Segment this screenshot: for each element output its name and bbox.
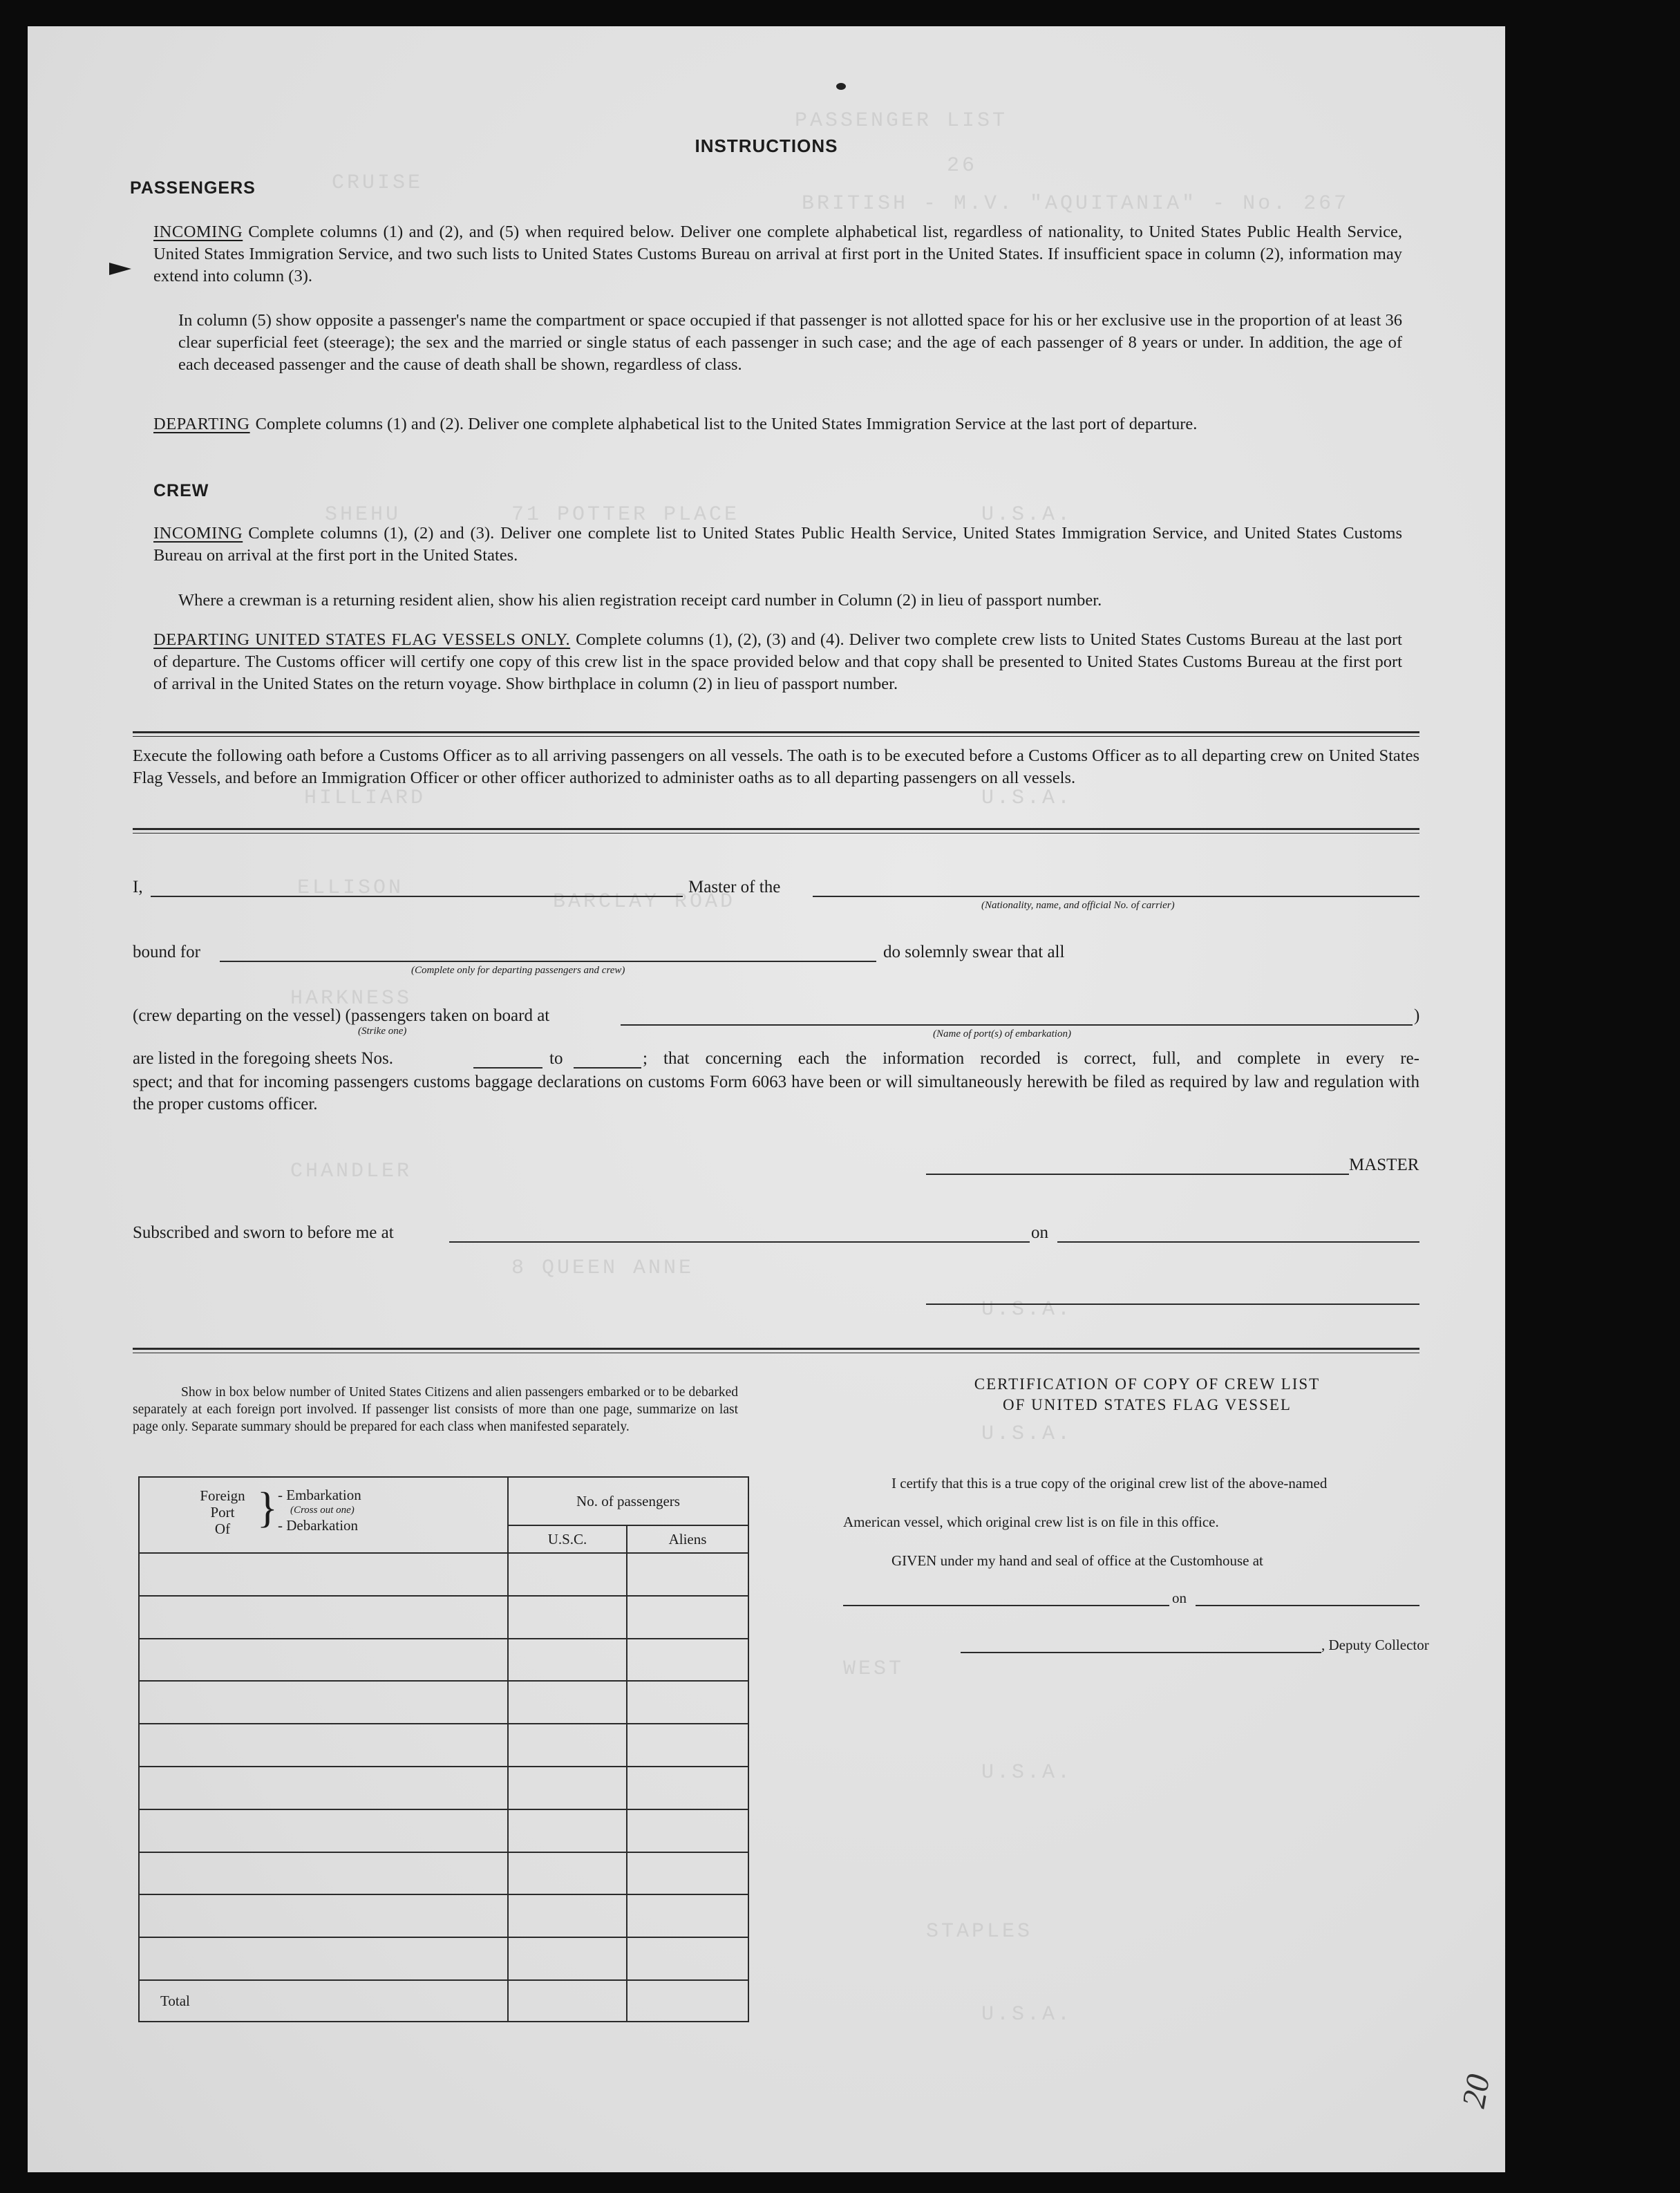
sheets-label: are listed in the foregoing sheets Nos. (133, 1049, 393, 1068)
bleed-through-text: BRITISH - M.V. "AQUITANIA" - No. 267 (802, 192, 1350, 216)
sworn-place-field[interactable] (449, 1241, 1030, 1243)
aliens-header: Aliens (627, 1525, 748, 1553)
master-label: MASTER (1349, 1156, 1419, 1174)
bleed-through-text: CRUISE (332, 171, 424, 195)
table-row[interactable] (139, 1809, 748, 1852)
total-row[interactable] (139, 1980, 748, 2022)
of-label: Of (214, 1521, 231, 1537)
bleed-through-text: U.S.A. (981, 1422, 1073, 1446)
deputy-collector-label: , Deputy Collector (1321, 1637, 1429, 1653)
crew-departing-text: Complete columns (1), (2), (3) and (4). Deliver two complete crew lists to United States Customs Bureau at the last port of departure. The Customs officer will certify one copy of this crew list in the space provided below and that copy shall be presented to United States Customs Bureau at the first port of arrival in the United States on the return voyage. Show birthplace in column (2) in lieu of passport number. (153, 630, 1402, 693)
bleed-through-text: U.S.A. (981, 503, 1073, 527)
sheet-to-field[interactable] (574, 1067, 641, 1069)
passengers-departing-label: DEPARTING (153, 415, 250, 433)
bleed-through-text: HILLIARD (304, 787, 426, 810)
bleed-through-text: STAPLES (926, 1920, 1033, 1943)
master-of-label: Master of the (688, 878, 781, 896)
table-row[interactable] (139, 1937, 748, 1980)
passengers-departing-paragraph (153, 413, 1402, 435)
document-page (28, 26, 1505, 2172)
certification-heading-line1: CERTIFICATION OF COPY OF CREW LIST (974, 1375, 1321, 1393)
cert-on-label: on (1172, 1590, 1187, 1606)
bleed-through-text: 26 (947, 154, 978, 178)
officer-signature-field[interactable] (926, 1303, 1419, 1305)
crew-passengers-label: (crew departing on the vessel) (passengers taken on board at (133, 1006, 550, 1025)
american-vessel-text: American vessel, which original crew list is on file in this office. (843, 1514, 1219, 1530)
double-rule (133, 731, 1419, 733)
bleed-through-text: BARCLAY ROAD (553, 890, 736, 914)
bound-for-label: bound for (133, 943, 200, 961)
cross-out-label: (Cross out one) (290, 1505, 355, 1516)
customhouse-field[interactable] (843, 1605, 1169, 1606)
total-label: Total (139, 1980, 508, 2022)
foreign-label: Foreign (200, 1487, 245, 1504)
oath-i-label: I, (133, 878, 143, 896)
debarkation-label: - Debarkation (278, 1517, 359, 1534)
section-heading-passengers: PASSENGERS (130, 178, 256, 198)
summary-instructions: Show in box below number of United States Citizens and alien passengers embarked or to be debarked separately at each foreign port involved. If passenger list consists of more than one page, summarize on last page only. Separate summary should be prepared for each class when manifested separately. (133, 1385, 738, 1434)
passengers-column5-paragraph: In column (5) show opposite a passenger's name the compartment or space occupied if that passenger is not allotted space for his or her exclusive use in the proportion of at least 36 clear superficial feet (steerage); the sex and the married or single status of each passenger in such case; and the age of each passenger of 8 years or under. In addition, the age of each deceased passenger and the cause of death shall be shown, regardless of class. (178, 311, 1402, 374)
bleed-through-text: CHANDLER (290, 1160, 413, 1183)
passengers-departing-text: Complete columns (1) and (2). Deliver one complete alphabetical list to the United States Immigration Service at the last port of departure. (255, 415, 1198, 433)
certify-text: I certify that this is a true copy of the original crew list of the above-named (891, 1475, 1328, 1491)
strike-caption: (Strike one) (358, 1026, 407, 1037)
deputy-collector-signature-field[interactable] (961, 1652, 1321, 1653)
double-rule (133, 828, 1419, 830)
punch-mark (836, 83, 846, 90)
ports-caption: (Name of port(s) of embarkation) (933, 1028, 1071, 1039)
table-row[interactable] (139, 1553, 748, 1596)
arrow-marker-icon (109, 263, 131, 275)
table-row[interactable] (139, 1852, 748, 1895)
passengers-incoming-label: INCOMING (153, 223, 243, 241)
bleed-through-text: ELLISON (297, 876, 404, 900)
bleed-through-text: 71 POTTER PLACE (511, 503, 740, 527)
bound-for-field[interactable] (220, 961, 876, 962)
oath-text-continuation: spect; and that for incoming passengers customs baggage declarations on customs Form 6063 have been or will simultaneously herewith be filed as required by law and regulation with the proper customs officer. (133, 1073, 1419, 1113)
bleed-through-text: PASSENGER LIST (795, 109, 1008, 133)
no-passengers-header: No. of passengers (508, 1477, 748, 1525)
bleed-through-text: U.S.A. (981, 1298, 1073, 1321)
bound-for-caption: (Complete only for departing passengers and crew) (411, 965, 625, 976)
embarkation-ports-field[interactable] (621, 1024, 1413, 1026)
cert-date-field[interactable] (1196, 1605, 1419, 1606)
oath-text-line: ; that concerning each the information recorded is correct, full, and complete in every re- (643, 1049, 1419, 1068)
certification-heading-line2: OF UNITED STATES FLAG VESSEL (1003, 1396, 1292, 1413)
bleed-through-text: U.S.A. (981, 787, 1073, 810)
page-number-mark: 20 (1455, 2071, 1498, 2111)
port-label: Port (210, 1504, 235, 1521)
crew-departing-label: DEPARTING UNITED STATES FLAG VESSELS ONLY. (153, 630, 571, 649)
bleed-through-text: U.S.A. (981, 1761, 1073, 1785)
certification-heading (857, 1374, 1437, 1415)
subscribed-label: Subscribed and sworn to before me at (133, 1223, 394, 1242)
port-header-cell (139, 1477, 508, 1553)
carrier-caption: (Nationality, name, and official No. of carrier) (981, 900, 1175, 911)
table-row[interactable] (139, 1596, 748, 1639)
brace-icon: } (257, 1485, 278, 1532)
passengers-incoming-paragraph (153, 221, 1402, 288)
section-heading-crew: CREW (153, 481, 209, 500)
passenger-summary-table (138, 1476, 749, 2022)
crew-incoming-paragraph (153, 523, 1402, 567)
master-name-field[interactable] (151, 896, 683, 897)
swear-label: do solemnly swear that all (883, 943, 1065, 961)
crew-resident-alien-paragraph: Where a crewman is a returning resident alien, show his alien registration receipt card number in Column (2) in lieu of passport number. (178, 591, 1102, 610)
master-signature-field[interactable] (926, 1174, 1349, 1175)
crew-departing-paragraph (153, 629, 1402, 695)
carrier-field[interactable] (813, 896, 1419, 897)
table-row[interactable] (139, 1767, 748, 1809)
sworn-date-field[interactable] (1057, 1241, 1419, 1243)
table-row[interactable] (139, 1639, 748, 1682)
crew-incoming-label: INCOMING (153, 524, 243, 543)
bleed-through-text: 8 QUEEN ANNE (511, 1256, 695, 1280)
bleed-through-text: HARKNESS (290, 987, 413, 1010)
sheet-from-field[interactable] (473, 1067, 542, 1069)
page-title: INSTRUCTIONS (695, 135, 838, 156)
bleed-through-text: WEST (843, 1657, 905, 1681)
table-row[interactable] (139, 1724, 748, 1767)
table-row[interactable] (139, 1894, 748, 1937)
oath-intro-paragraph: Execute the following oath before a Customs Officer as to all arriving passengers on all vessels. The oath is to be executed before a Customs Officer as to all departing crew on United States Flag Vessels, and before an Immigration Officer or other officer authorized to administer oaths as to all departing passengers on all vessels. (133, 746, 1419, 787)
table-row[interactable] (139, 1681, 748, 1724)
usc-header: U.S.C. (508, 1525, 627, 1553)
passengers-incoming-text: Complete columns (1) and (2), and (5) when required below. Deliver one complete alphabetical list, regardless of nationality, to United States Public Health Service, United States Immigration Service, and two such lists to United States Customs Bureau on arrival at first port in the United States. If insufficient space in column (2), information may extend into column (3). (153, 223, 1402, 285)
sworn-on-label: on (1031, 1223, 1048, 1242)
bleed-through-text: SHEHU (325, 503, 402, 527)
given-text: GIVEN under my hand and seal of office at the Customhouse at (891, 1552, 1263, 1569)
double-rule (133, 1348, 1419, 1350)
bleed-through-text: U.S.A. (981, 2003, 1073, 2026)
sheets-to-label: to (549, 1049, 563, 1068)
embarkation-label: - Embarkation (278, 1487, 361, 1503)
close-paren: ) (1414, 1006, 1420, 1025)
crew-incoming-text: Complete columns (1), (2) and (3). Deliver one complete list to United States Public Health Service, United States Immigration Service, and United States Customs Bureau on arrival at the first port in the United States. (153, 524, 1402, 565)
